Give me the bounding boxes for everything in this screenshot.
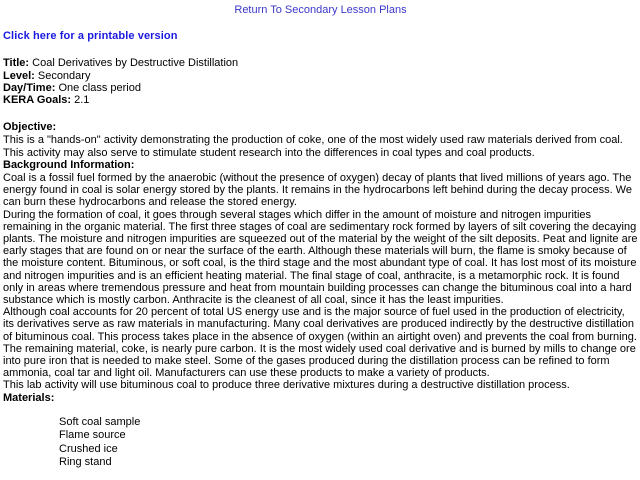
background-paragraph-1: Coal is a fossil fuel formed by the anaerobic (without the presence of oxygen) decay of plants that lived millions of years ago. The energy found in coal is solar energy stored by the plants. It remains in the hydrocarbons left behind during the decay process. We can burn these hydrocarbons and release the stored energy. (3, 172, 632, 209)
kera-goals-label: KERA Goals: (3, 94, 72, 107)
lesson-metadata (3, 57, 638, 106)
level-label: Level: (3, 69, 35, 82)
background-information-heading: Background Information: (3, 158, 135, 171)
materials-list (3, 416, 638, 470)
background-paragraph-2: During the formation of coal, it goes through several stages which differ in the amount of moisture and nitrogen impurities remaining in the organic material. The first three stages of coal are sedimentary rock formed by layers of silt covering the decaying plants. The moisture and nitrogen impurities are squeezed out of the material by the weight of the silt deposits. Peat and lignite are early stages that are found on or near the surface of the earth. Although these materials will burn, the flame is smoky because of the moisture content. Bituminous, or soft coal, is the third stage and the most abundant type of coal. It has lost most of its moisture and nitrogen impurities and is an efficient heating material. The final stage of coal, anthracite, is a metamorphic rock. It is found only in areas where tremendous pressure and heat from mountain building processes can change the bituminous coal into a hard substance which is mostly carbon. Anthracite is the cleanest of all coal, since it has the least impurities. (3, 208, 638, 307)
list-item: Ring stand (59, 456, 112, 469)
metadata-kera-row (3, 94, 638, 106)
list-item: Flame source (59, 429, 126, 442)
background-paragraph-4: This lab activity will use bituminous coal to produce three derivative mixtures during a destructive distillation process. (3, 379, 570, 392)
return-link-row (3, 4, 638, 16)
list-item: Soft coal sample (59, 415, 141, 428)
metadata-title-row (3, 57, 638, 69)
return-to-secondary-lesson-plans-link[interactable]: Return To Secondary Lesson Plans (234, 4, 407, 16)
list-item: Crushed ice (59, 442, 118, 455)
title-label: Title: (3, 57, 30, 70)
objective-text: This is a "hands-on" activity demonstrating the production of coke, one of the most widely used raw materials derived from coal. This activity may also serve to stimulate student research into the differences in coal types and coal products. (3, 134, 623, 159)
title-value: Coal Derivatives by Destructive Distillation (32, 57, 239, 70)
background-paragraph-3: Although coal accounts for 20 percent of total US energy use and is the major source of fuel used in the production of electricity, its derivatives serve as raw materials in manufacturing. Many coal derivatives are produced indirectly by the destructive distillation of bituminous coal. This process takes place in the absence of oxygen (within an airtight oven) and prevents the coal from burning. The remaining material, coke, is nearly pure carbon. It is the most widely used coal derivative and is burned by mills to change ore into pure iron that is needed to make steel. Some of the gases produced during the distillation process can be refined to form ammonia, coal tar and light oil. Manufacturers can use these products to make a variety of products. (3, 306, 637, 380)
metadata-daytime-row (3, 82, 638, 94)
daytime-label: Day/Time: (3, 81, 56, 94)
level-value: Secondary (37, 69, 91, 82)
metadata-level-row (3, 70, 638, 82)
daytime-value: One class period (58, 81, 141, 94)
printable-version-link[interactable]: Click here for a printable version (3, 30, 178, 43)
materials-heading: Materials: (3, 391, 55, 404)
objective-heading: Objective: (3, 121, 57, 134)
kera-goals-value: 2.1 (74, 94, 90, 107)
printable-link-row (3, 30, 638, 42)
